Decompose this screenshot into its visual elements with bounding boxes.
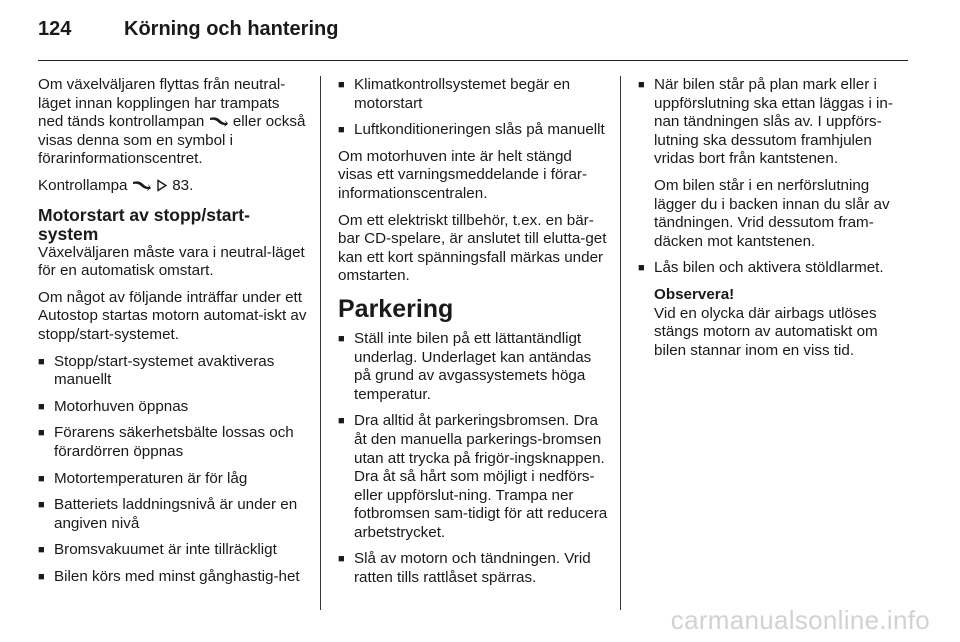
list-item: ■ Luftkonditioneringen slås på manuellt — [338, 121, 605, 139]
list-item: ■ Klimatkontrollsystemet begär en motorstart — [338, 76, 571, 112]
list-item: ■ Förarens säkerhetsbälte lossas och förardörren öppnas — [38, 424, 294, 460]
bullet-icon: ■ — [338, 332, 345, 345]
section-heading: Parkering — [338, 294, 454, 323]
bullet-icon: ■ — [338, 79, 345, 91]
list-item: ■ Lås bilen och aktivera stöldlarmet. — [638, 259, 884, 277]
bullet-icon: ■ — [38, 499, 45, 512]
list-item: ■ Dra alltid åt parkeringsbromsen. Dra åt den manuella parkerings-bromsen utan att trycka på frigör-ingsknappen. Dra åt så hårt som möjligt i nedförs- eller uppförslut-ning. Trampa ner fotbromsen sam-tidigt för att reducera arbetstrycket. — [338, 412, 608, 541]
bullet-icon: ■ — [338, 124, 345, 137]
column-divider — [620, 76, 621, 610]
page-header — [38, 18, 338, 41]
bullet-list — [38, 353, 308, 587]
header-rule — [38, 60, 908, 61]
paragraph: Om något av följande inträffar under ett Autostop startas motorn automat-iskt av stopp/start-systemet. — [38, 288, 307, 343]
list-item: ■ Ställ inte bilen på ett lättantändligt underlag. Underlaget kan antändas på grund av avgassystemets höga temperatur. — [338, 329, 592, 403]
note-title: Observera! — [654, 285, 735, 303]
bullet-icon: ■ — [338, 415, 345, 428]
bullet-icon: ■ — [38, 544, 45, 557]
bullet-icon: ■ — [38, 355, 45, 368]
paragraph: Kontrollampa 83. — [38, 176, 194, 194]
bullet-icon: ■ — [38, 472, 45, 485]
arrow-reference-icon — [156, 179, 168, 192]
paragraph: Växelväljaren måste vara i neutral-läget för en automatisk omstart. — [38, 243, 305, 280]
bullet-list — [638, 76, 910, 278]
column-divider — [320, 76, 321, 610]
autostop-indicator-icon — [209, 115, 229, 128]
list-item: ■ Slå av motorn och tändningen. Vrid ratten tills rattlåset spärras. — [338, 550, 591, 587]
chapter-title: Körning och hantering — [124, 18, 339, 40]
bullet-list — [338, 330, 608, 588]
bullet-list — [338, 76, 608, 140]
column-2 — [338, 76, 608, 596]
autostop-indicator-icon — [132, 179, 152, 192]
list-item: ■ När bilen står på plan mark eller i uppförslutning ska ettan läggas i in-nan tändningen slås av. I uppförs-lutning ska dessutom framhjulen vridas bort från kantstenen. Om bilen står i en nerförslutning lägger du i backen innan du slår av tändningen. Vrid dessutom fram-däcken mot kantstenen. — [638, 76, 893, 250]
section-heading: Motorstart av stopp/start-system — [38, 204, 250, 244]
list-item: ■ Batteriets laddningsnivå är under en angiven nivå — [38, 496, 298, 532]
list-item: ■ Bromsvakuumet är inte tillräckligt — [38, 541, 277, 559]
bullet-icon: ■ — [38, 427, 45, 440]
note-text: Vid en olycka där airbags utlöses stängs motorn av automatiskt om bilen stannar inom en viss tid. — [654, 304, 878, 359]
list-item: ■ Motorhuven öppnas — [38, 397, 189, 415]
bullet-icon: ■ — [338, 553, 345, 566]
bullet-icon: ■ — [638, 79, 645, 91]
list-item: ■ Motortemperaturen är för låg — [38, 469, 248, 487]
list-item: ■ Stopp/start-systemet avaktiveras manuellt — [38, 352, 275, 389]
paragraph: Om motorhuven inte är helt stängd visas ett varningsmeddelande i förar-informationscentralen. — [338, 147, 588, 202]
bullet-icon: ■ — [38, 570, 45, 583]
bullet-icon: ■ — [638, 262, 645, 275]
bullet-icon: ■ — [38, 400, 45, 413]
page-number: 124 — [38, 18, 72, 40]
note-box — [638, 286, 910, 360]
paragraph: Om ett elektriskt tillbehör, t.ex. en bär-bar CD-spelare, är anslutet till elutta-get kan ett kort spänningsfall märkas under omstarten. — [338, 211, 607, 285]
paragraph: Om växelväljaren flyttas från neutral-läget innan kopplingen har trampats ned tänds kontrollampan eller också visas denna som en symbol i förarinformationscentret. — [38, 76, 306, 168]
list-item: ■ Bilen körs med minst gånghastig-het — [38, 567, 300, 585]
watermark: carmanualsonline.info — [670, 605, 930, 635]
column-1 — [38, 76, 308, 594]
column-3 — [638, 76, 910, 368]
